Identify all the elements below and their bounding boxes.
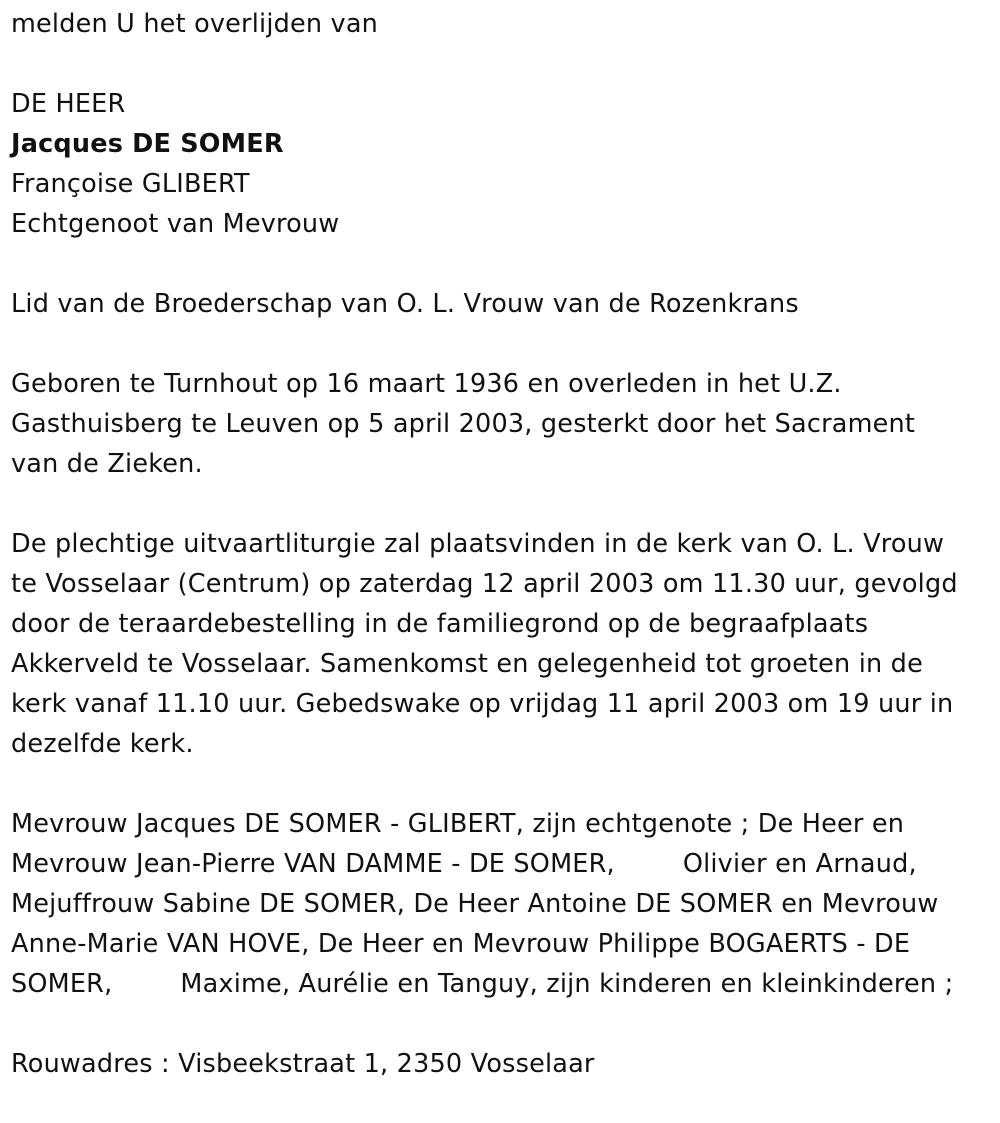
paragraph-line: te Vosselaar (Centrum) op zaterdag 12 april 2003 om 11.30 uur, gevolgd	[11, 569, 958, 599]
intro-text: melden U het overlijden van	[11, 9, 379, 39]
paragraph-line: dezelfde kerk.	[11, 729, 194, 759]
spouse-name: Françoise GLIBERT	[11, 169, 250, 199]
paragraph-line: kerk vanaf 11.10 uur. Gebedswake op vrijdag 11 april 2003 om 19 uur in	[11, 689, 954, 719]
spacer	[11, 1004, 986, 1044]
family-line-part: Maxime, Aurélie en Tanguy, zijn kinderen en kleinkinderen ;	[180, 969, 954, 999]
paragraph-line: Mejuffrouw Sabine DE SOMER, De Heer Antoine DE SOMER en Mevrouw	[11, 889, 939, 919]
paragraph-line: door de teraardebestelling in de familiegrond op de begraafplaats	[11, 609, 869, 639]
paragraph-line	[11, 844, 986, 884]
paragraph-line: De plechtige uitvaartliturgie zal plaatsvinden in de kerk van O. L. Vrouw	[11, 529, 945, 559]
family-line-part: SOMER,	[11, 969, 113, 999]
paragraph-line: Gasthuisberg te Leuven op 5 april 2003, gesterkt door het Sacrament	[11, 409, 916, 439]
relation-text: Echtgenoot van Mevrouw	[11, 209, 340, 239]
family-paragraph	[11, 804, 986, 1004]
mourning-address: Rouwadres : Visbeekstraat 1, 2350 Vosselaar	[11, 1049, 595, 1079]
funeral-paragraph	[11, 524, 986, 764]
paragraph-line: Geboren te Turnhout op 16 maart 1936 en overleden in het U.Z.	[11, 369, 842, 399]
spacer	[11, 324, 986, 364]
death-notice	[11, 4, 986, 1084]
paragraph-line: Anne-Marie VAN HOVE, De Heer en Mevrouw Philippe BOGAERTS - DE	[11, 929, 911, 959]
paragraph-line	[11, 964, 986, 1004]
spacer	[11, 44, 986, 84]
membership-text: Lid van de Broederschap van O. L. Vrouw van de Rozenkrans	[11, 289, 799, 319]
deceased-name: Jacques DE SOMER	[11, 129, 284, 159]
spacer	[11, 244, 986, 284]
family-line-part: Mevrouw Jean-Pierre VAN DAMME - DE SOMER,	[11, 849, 615, 879]
family-line-part: Olivier en Arnaud,	[682, 849, 917, 879]
paragraph-line: van de Zieken.	[11, 449, 203, 479]
paragraph-line: Akkerveld te Vosselaar. Samenkomst en gelegenheid tot groeten in de	[11, 649, 923, 679]
birth-death-paragraph	[11, 364, 986, 484]
spacer	[11, 484, 986, 524]
spacer	[11, 764, 986, 804]
paragraph-line: Mevrouw Jacques DE SOMER - GLIBERT, zijn echtgenote ; De Heer en	[11, 809, 905, 839]
honorific: DE HEER	[11, 89, 126, 119]
